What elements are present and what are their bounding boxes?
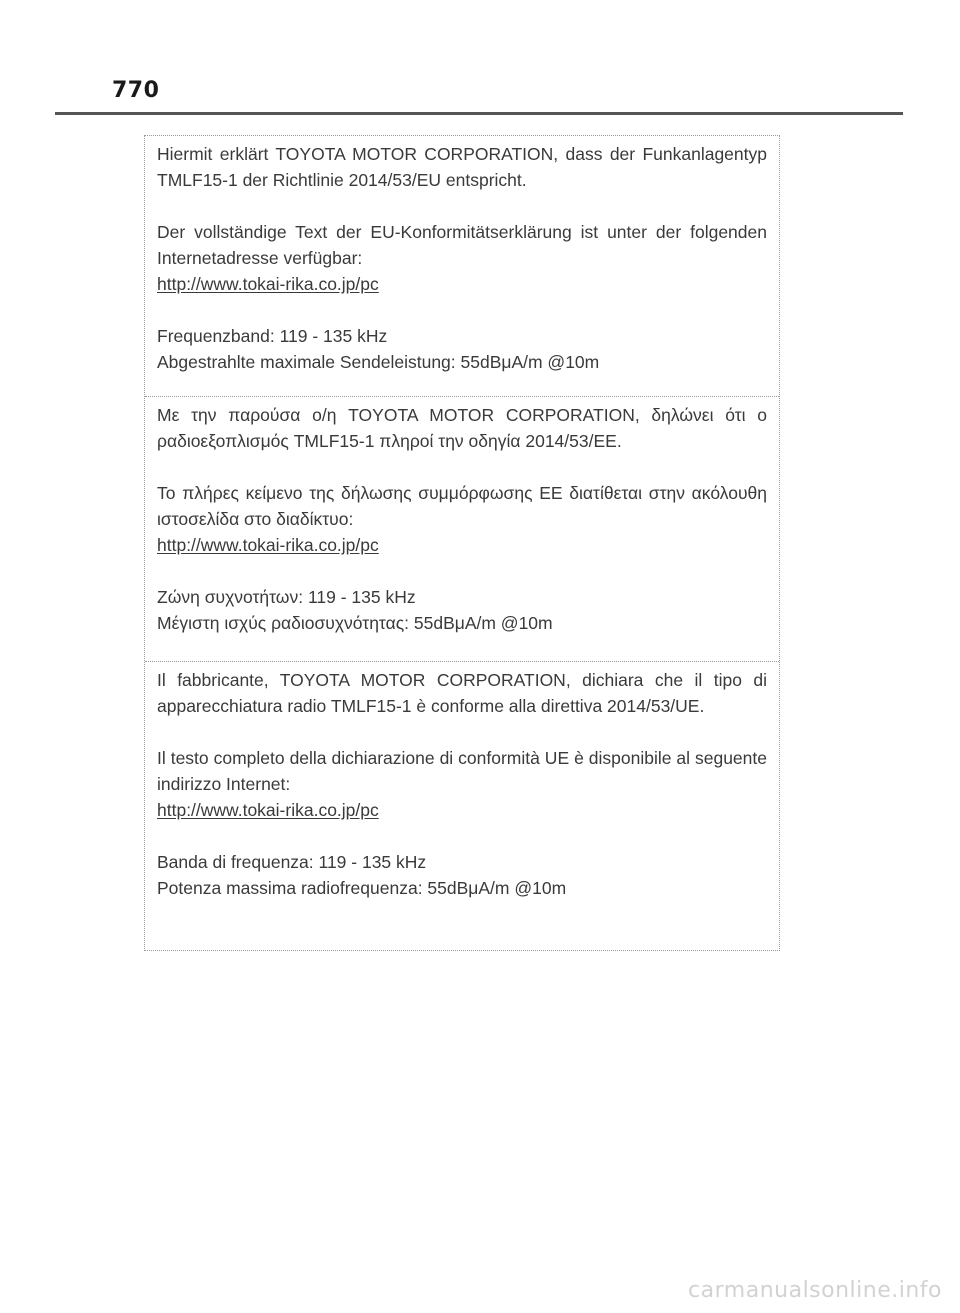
declaration-section-greek	[145, 396, 779, 661]
page-number: 770	[112, 78, 160, 103]
watermark-text: carmanualsonline.info	[688, 1278, 942, 1303]
declaration-url-link[interactable]: http://www.tokai-rika.co.jp/pc	[157, 535, 379, 555]
header-rule	[55, 112, 903, 115]
max-power-text: Potenza massima radiofrequenza: 55dBμA/m @10m	[157, 878, 567, 898]
declaration-text: Hiermit erklärt TOYOTA MOTOR CORPORATION, dass der Funkanlagentyp TMLF15-1 der Richtlinie 2014/53/EU entspricht.	[157, 144, 767, 190]
declaration-section-italian	[145, 661, 779, 950]
availability-text: Der vollständige Text der EU-Konformitätserklärung ist unter der folgenden Internetadresse verfügbar:	[157, 222, 767, 268]
frequency-band-text: Ζώνη συχνοτήτων: 119 - 135 kHz	[157, 587, 416, 607]
availability-block	[157, 219, 767, 297]
availability-text: Το πλήρες κείμενο της δήλωσης συμμόρφωσης ΕΕ διατίθεται στην ακόλουθη ιστοσελίδα στο διαδίκτυο:	[157, 483, 767, 529]
max-power-text: Abgestrahlte maximale Sendeleistung: 55dBμA/m @10m	[157, 352, 600, 372]
eu-declaration-box	[144, 135, 780, 951]
frequency-band-text: Banda di frequenza: 119 - 135 kHz	[157, 852, 427, 872]
availability-block	[157, 745, 767, 823]
declaration-text: Il fabbricante, TOYOTA MOTOR CORPORATION, dichiara che il tipo di apparecchiatura radio TMLF15-1 è conforme alla direttiva 2014/53/UE.	[157, 670, 767, 716]
availability-text: Il testo completo della dichiarazione di conformità UE è disponibile al seguente indirizzo Internet:	[157, 748, 767, 794]
technical-data	[157, 584, 767, 636]
declaration-text: Με την παρούσα ο/η TOYOTA MOTOR CORPORATION, δηλώνει ότι ο ραδιοεξοπλισμός TMLF15-1 πληροί την οδηγία 2014/53/ΕΕ.	[157, 405, 767, 451]
max-power-text: Μέγιστη ισχύς ραδιοσυχνότητας: 55dBμA/m @10m	[157, 613, 553, 633]
technical-data	[157, 849, 767, 901]
availability-block	[157, 480, 767, 558]
declaration-section-german	[145, 136, 779, 396]
technical-data	[157, 323, 767, 375]
declaration-url-link[interactable]: http://www.tokai-rika.co.jp/pc	[157, 274, 379, 294]
declaration-url-link[interactable]: http://www.tokai-rika.co.jp/pc	[157, 800, 379, 820]
frequency-band-text: Frequenzband: 119 - 135 kHz	[157, 326, 388, 346]
